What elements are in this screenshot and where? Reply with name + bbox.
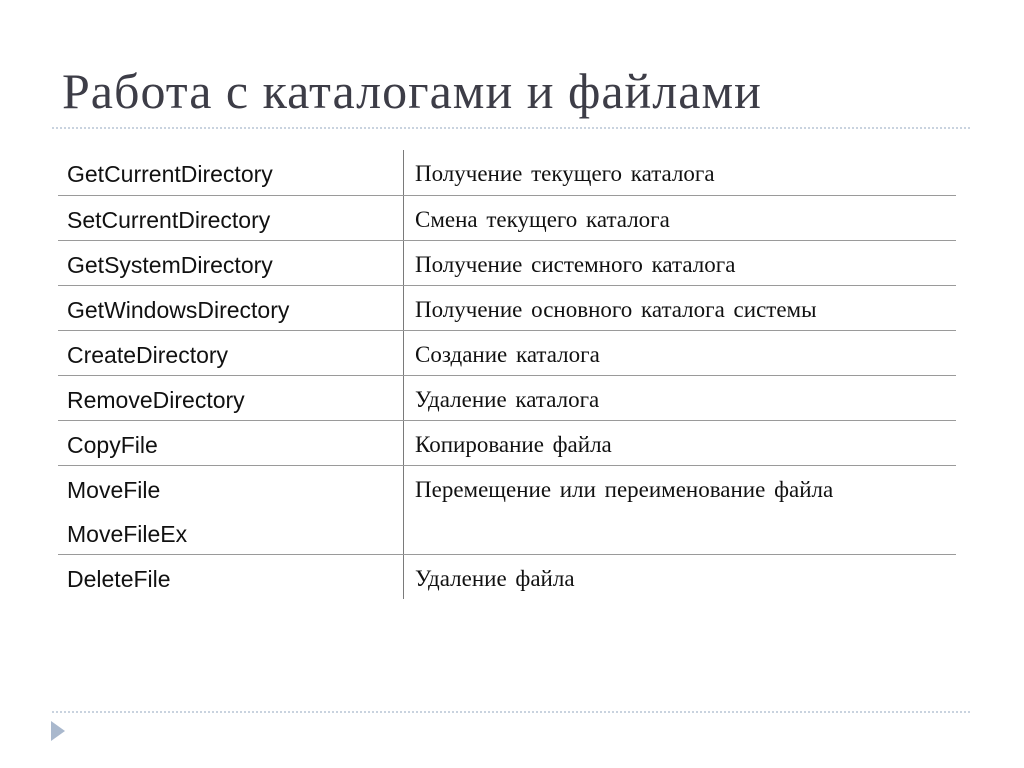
description-cell bbox=[404, 195, 957, 240]
description-cell bbox=[404, 465, 957, 554]
description-cell bbox=[404, 375, 957, 420]
function-name-cell bbox=[58, 285, 404, 330]
table-row bbox=[58, 375, 956, 420]
function-name-cell bbox=[58, 554, 404, 599]
function-name-cell bbox=[58, 330, 404, 375]
description-cell bbox=[404, 150, 957, 195]
function-description: Копирование файла bbox=[415, 431, 612, 457]
description-cell bbox=[404, 330, 957, 375]
function-name: GetWindowsDirectory bbox=[67, 296, 290, 323]
slide-title: Работа с каталогами и файлами bbox=[62, 63, 762, 119]
table-row bbox=[58, 554, 956, 599]
function-name-cell bbox=[58, 240, 404, 285]
function-name: GetSystemDirectory bbox=[67, 251, 273, 278]
function-description: Создание каталога bbox=[415, 341, 600, 367]
function-name-cell bbox=[58, 150, 404, 195]
function-description: Получение основного каталога системы bbox=[415, 296, 817, 322]
table-row bbox=[58, 420, 956, 465]
function-description: Смена текущего каталога bbox=[415, 206, 670, 232]
table-row bbox=[58, 195, 956, 240]
function-name: CopyFile bbox=[67, 431, 158, 458]
table-row bbox=[58, 465, 956, 554]
triangle-bullet-icon bbox=[51, 721, 65, 741]
api-function-table bbox=[58, 150, 956, 599]
function-description: Удаление каталога bbox=[415, 386, 600, 412]
function-description: Получение текущего каталога bbox=[415, 161, 715, 186]
function-description: Получение системного каталога bbox=[415, 251, 736, 277]
description-cell bbox=[404, 285, 957, 330]
function-name: GetCurrentDirectory bbox=[67, 161, 273, 187]
table-row bbox=[58, 330, 956, 375]
title-divider bbox=[52, 127, 970, 129]
function-name: CreateDirectory bbox=[67, 341, 229, 368]
description-cell bbox=[404, 420, 957, 465]
function-name: SetCurrentDirectory bbox=[67, 206, 271, 233]
description-cell bbox=[404, 240, 957, 285]
function-name: MoveFile bbox=[67, 476, 161, 503]
table-row bbox=[58, 150, 956, 195]
function-name: RemoveDirectory bbox=[67, 386, 245, 413]
function-description: Перемещение или переименование файла bbox=[415, 476, 834, 502]
function-name-cell bbox=[58, 465, 404, 554]
function-name-cell bbox=[58, 420, 404, 465]
function-name: DeleteFile bbox=[67, 565, 171, 592]
function-name-cell bbox=[58, 375, 404, 420]
function-description: Удаление файла bbox=[415, 565, 575, 591]
description-cell bbox=[404, 554, 957, 599]
table-row bbox=[58, 240, 956, 285]
function-name: MoveFileEx bbox=[67, 520, 188, 547]
footer-divider bbox=[52, 711, 970, 713]
table-row bbox=[58, 285, 956, 330]
function-name-cell bbox=[58, 195, 404, 240]
